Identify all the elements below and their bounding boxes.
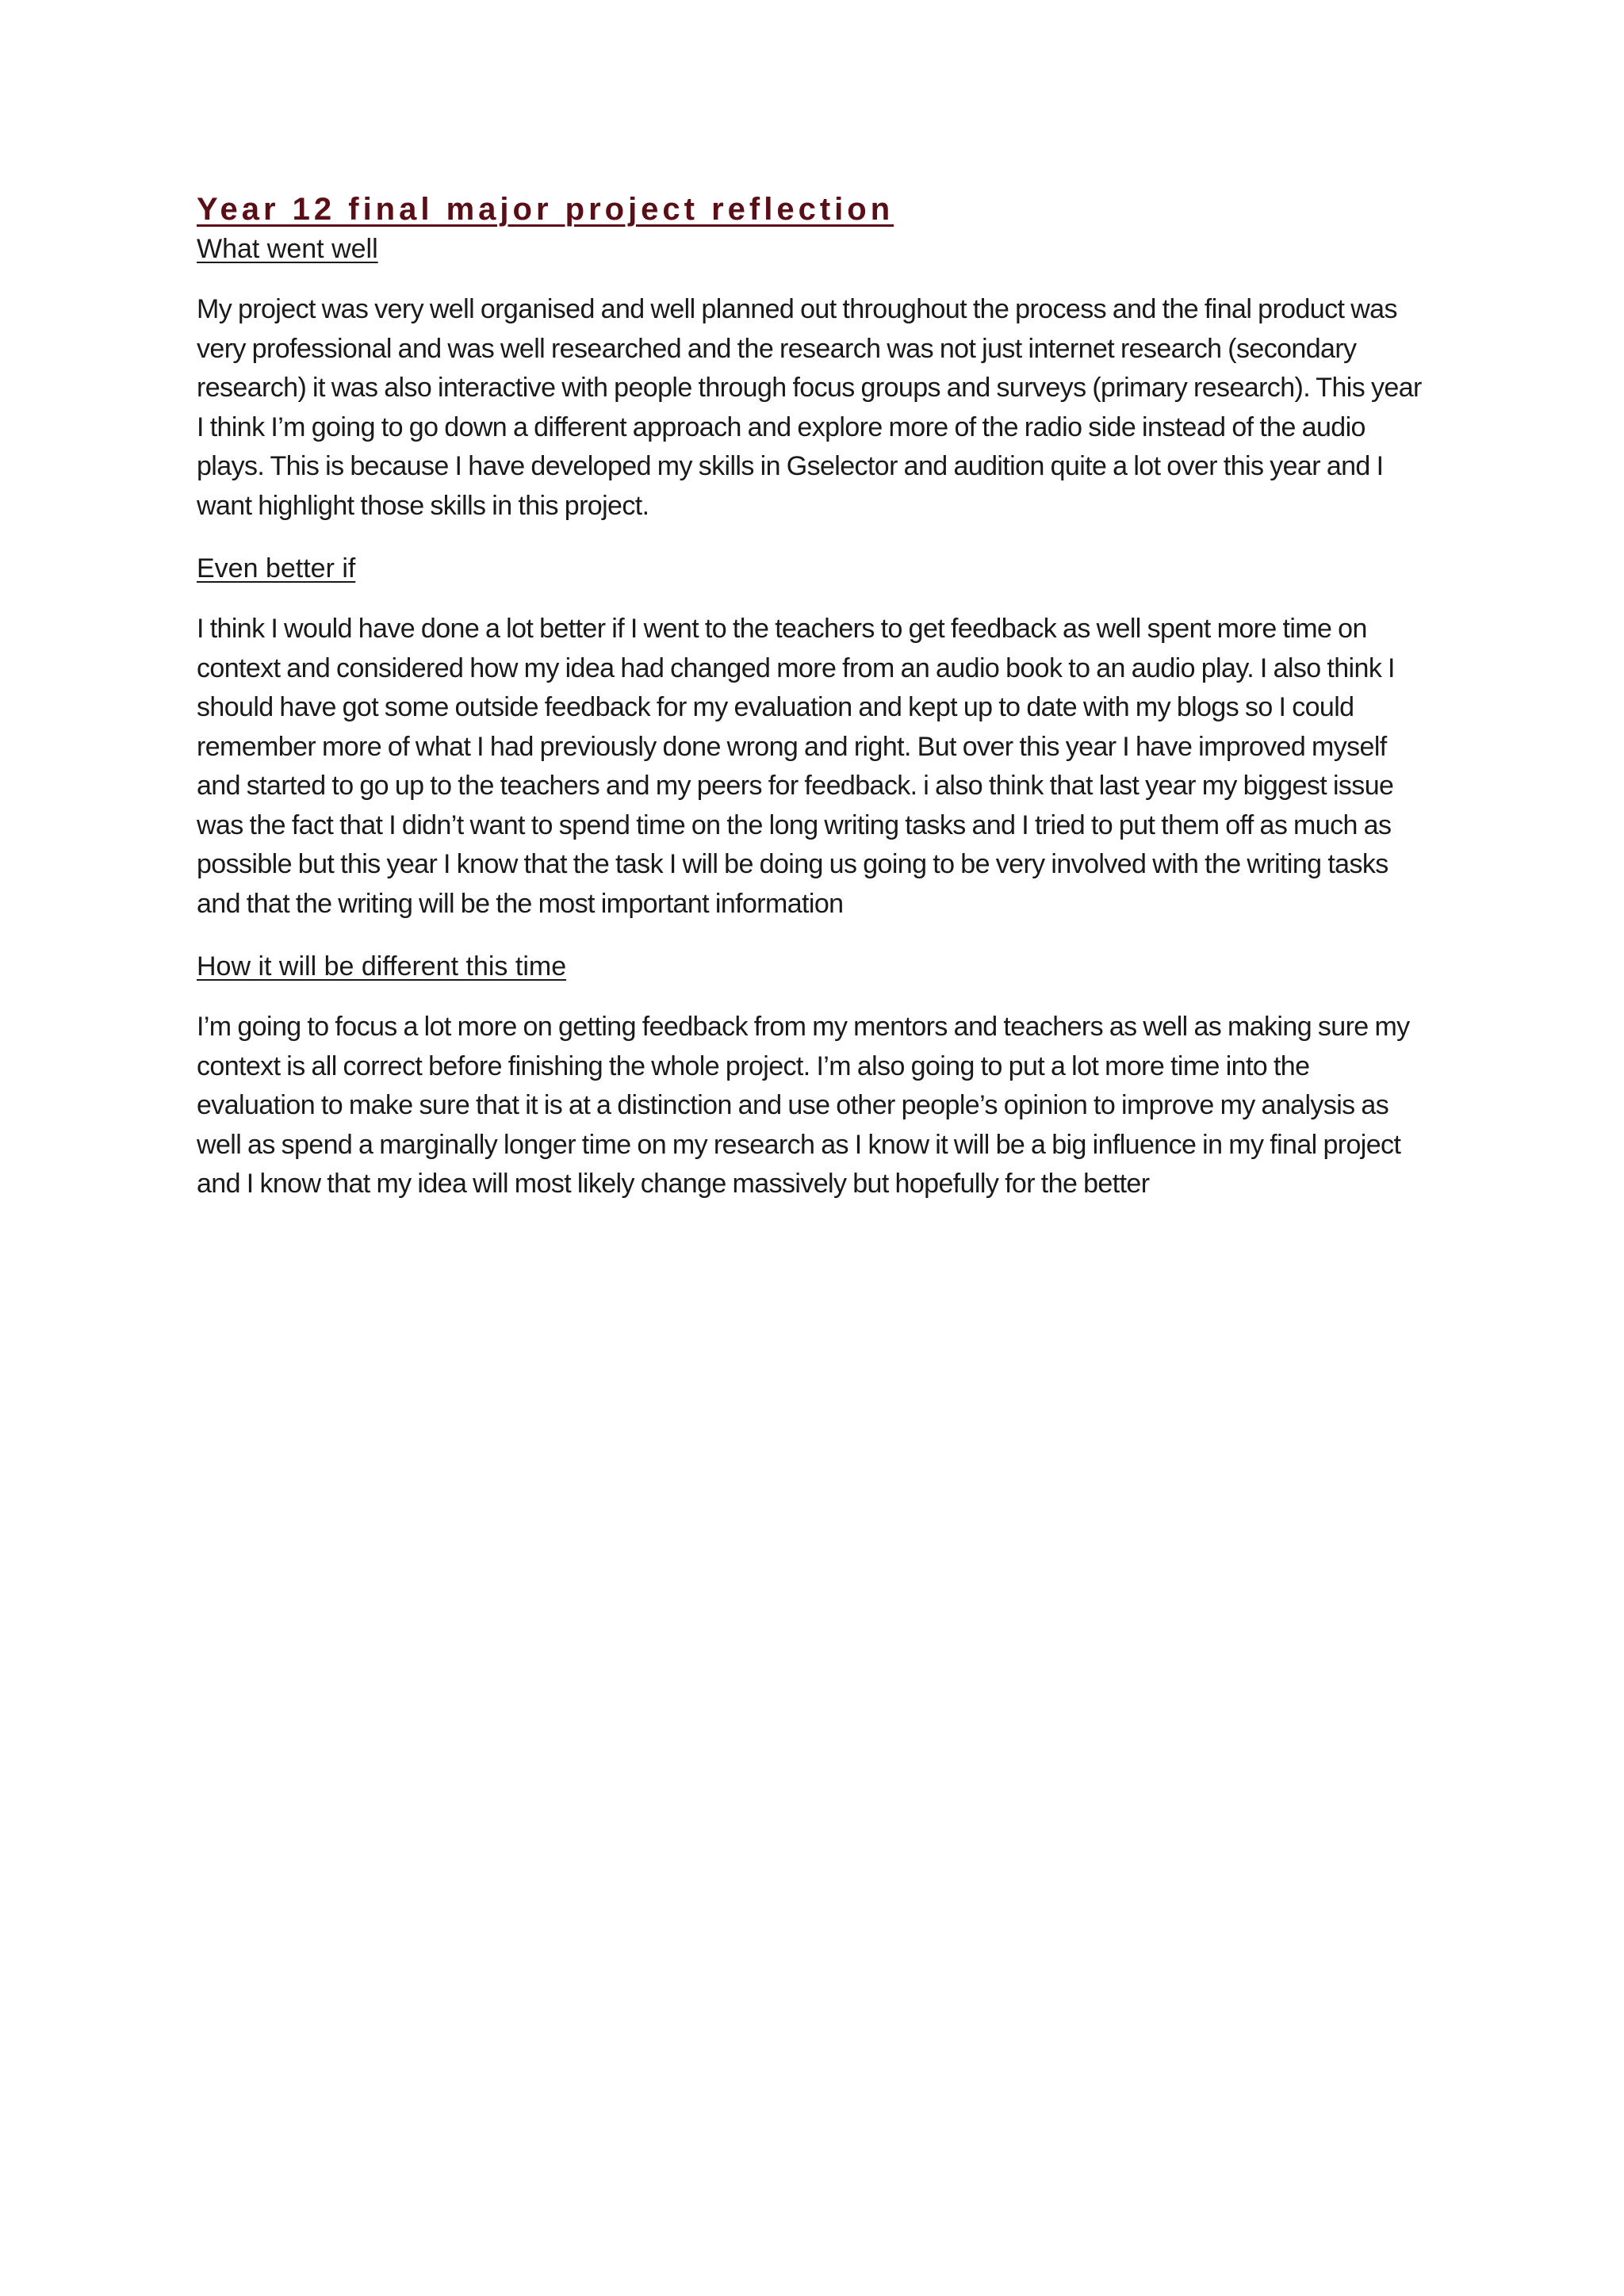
section-heading-how-different: How it will be different this time [197, 951, 567, 982]
section-heading-even-better-if: Even better if [197, 553, 356, 584]
section-body-how-different: I’m going to focus a lot more on getting feedback from my mentors and teachers as well as making sure my context is all correct before finishing the whole project. I’m also going to put a lot more time into the evaluation to make sure that it is at a distinction and use other people’s opinion to improve my analysis as well as spend a marginally longer time on my research as I know it will be a big influence in my final project and I know that my idea will most likely change massively but hopefully for the better [197, 1012, 1410, 1199]
document-title: Year 12 final major project reflection [197, 192, 894, 227]
section-body-what-went-well: My project was very well organised and well planned out throughout the process and the final product was very professional and was well researched and the research was not just internet research (secondary research) it was also interactive with people through focus groups and surveys (primary research). This year I think I’m going to go down a different approach and explore more of the radio side instead of the audio plays. This is because I have developed my skills in Gselector and audition quite a lot over this year and I want highlight those skills in this project. [197, 294, 1422, 521]
document-content [197, 189, 1434, 1228]
section-body-even-better-if: I think I would have done a lot better if I went to the teachers to get feedback as well spent more time on context and considered how my idea had changed more from an audio book to an audio play. I also think I should have got some outside feedback for my evaluation and kept up to date with my blogs so I could remember more of what I had previously done wrong and right. But over this year I have improved myself and started to go up to the teachers and my peers for feedback. i also think that last year my biggest issue was the fact that I didn’t want to spend time on the long writing tasks and I tried to put them off as much as possible but this year I know that the task I will be doing us going to be very involved with the writing tasks and that the writing will be the most important information [197, 614, 1395, 919]
section-heading-what-went-well: What went well [197, 234, 378, 264]
